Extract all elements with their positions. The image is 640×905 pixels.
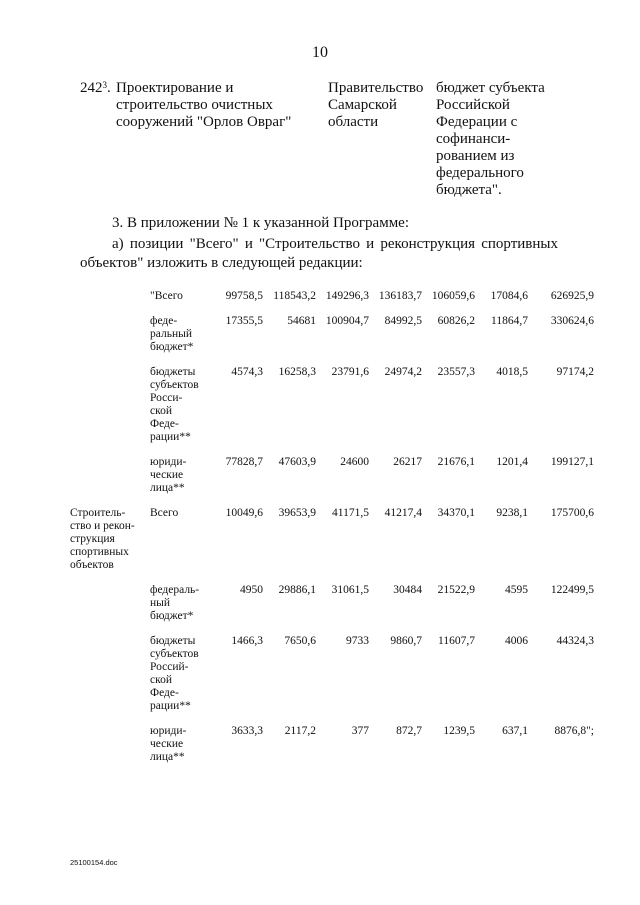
- value-cell: 41217,4: [384, 507, 422, 519]
- value-cell: 4574,3: [231, 366, 263, 378]
- value-cell: 1201,4: [496, 456, 528, 468]
- row-spacer: [70, 623, 594, 635]
- value-cell: 16258,3: [278, 366, 316, 378]
- value-cell: 39653,9: [278, 507, 316, 519]
- value-cell: 31061,5: [331, 584, 369, 596]
- paragraph-3: 3. В приложении № 1 к указанной Программе:: [112, 215, 410, 231]
- row-category: бюджеты субъектов Росси- ской Феде- рации**: [150, 366, 199, 443]
- footer-filename: 25100154.doc: [70, 858, 118, 867]
- value-cell: 17084,6: [490, 290, 528, 302]
- table-row: [70, 635, 594, 713]
- value-cell: 21522,9: [437, 584, 475, 596]
- value-cell: 330624,6: [550, 315, 594, 327]
- value-cell: 97174,2: [556, 366, 594, 378]
- section-label-empty: [70, 635, 146, 713]
- value-cell: 106059,6: [431, 290, 475, 302]
- row-spacer-cell: [70, 444, 594, 456]
- table-row: [70, 725, 594, 764]
- value-cell: 54681: [287, 315, 316, 327]
- table-row: [70, 584, 594, 623]
- table-row: [70, 507, 594, 572]
- value-cell: 9733: [346, 635, 369, 647]
- table-row: [70, 315, 594, 354]
- value-cell: 21676,1: [437, 456, 475, 468]
- value-cell: 24600: [340, 456, 369, 468]
- item-title: Проектирование и строительство очистных сооружений "Орлов Овраг": [116, 80, 292, 130]
- value-cell: 3633,3: [231, 725, 263, 737]
- value-cell: 11864,7: [491, 315, 528, 327]
- value-cell: 9238,1: [496, 507, 528, 519]
- value-cell: 1239,5: [443, 725, 475, 737]
- section-label-empty: [70, 584, 146, 623]
- item-number-main: 242: [80, 80, 103, 96]
- row-spacer-cell: [70, 495, 594, 507]
- value-cell: 44324,3: [556, 635, 594, 647]
- value-cell: 60826,2: [437, 315, 475, 327]
- value-cell: 8876,8";: [554, 725, 594, 737]
- row-spacer-cell: [70, 572, 594, 584]
- section-label: [70, 290, 146, 303]
- row-spacer: [70, 354, 594, 366]
- row-category: бюджеты субъектов Россий- ской Феде- рации**: [150, 635, 199, 712]
- value-cell: 136183,7: [378, 290, 422, 302]
- row-spacer-cell: [70, 764, 594, 776]
- value-cell: 149296,3: [325, 290, 369, 302]
- item-source: бюджет субъекта Российской Федерации с софинанси- рованием из федерального бюджета".: [436, 80, 545, 198]
- value-cell: 23557,3: [437, 366, 475, 378]
- value-cell: 872,7: [396, 725, 422, 737]
- row-spacer: [70, 444, 594, 456]
- paragraph-3a-continued: объектов" изложить в следующей редакции:: [80, 255, 363, 271]
- item-number-suffix: .: [107, 80, 111, 96]
- table-row: [70, 366, 594, 444]
- value-cell: 26217: [393, 456, 422, 468]
- value-cell: 9860,7: [390, 635, 422, 647]
- value-cell: 99758,5: [225, 290, 263, 302]
- value-cell: 41171,5: [332, 507, 369, 519]
- value-cell: 1466,3: [231, 635, 263, 647]
- value-cell: 4006: [505, 635, 528, 647]
- value-cell: 10049,6: [225, 507, 263, 519]
- value-cell: 175700,6: [550, 507, 594, 519]
- row-category: юриди- ческие лица**: [150, 725, 187, 763]
- value-cell: 118543,2: [273, 290, 316, 302]
- item-number-sup: 3: [102, 80, 107, 90]
- value-cell: 4595: [505, 584, 528, 596]
- row-category: федераль- ный бюджет*: [150, 584, 200, 622]
- row-spacer: [70, 713, 594, 725]
- row-spacer: [70, 495, 594, 507]
- value-cell: 17355,5: [225, 315, 263, 327]
- section-label-empty: [70, 366, 146, 444]
- table-row: [70, 290, 594, 303]
- row-spacer-cell: [70, 354, 594, 366]
- value-cell: 30484: [393, 584, 422, 596]
- value-cell: 47603,9: [278, 456, 316, 468]
- row-spacer-cell: [70, 713, 594, 725]
- value-cell: 2117,2: [284, 725, 316, 737]
- row-category: феде- ральный бюджет*: [150, 315, 194, 353]
- section-label-empty: [70, 456, 146, 495]
- value-cell: 637,1: [502, 725, 528, 737]
- section-label-empty: [70, 315, 146, 354]
- row-spacer-cell: [70, 303, 594, 315]
- row-spacer: [70, 764, 594, 776]
- value-cell: 23791,6: [331, 366, 369, 378]
- value-cell: 199127,1: [550, 456, 594, 468]
- budget-table: [70, 290, 594, 776]
- row-spacer: [70, 303, 594, 315]
- value-cell: 100904,7: [325, 315, 369, 327]
- value-cell: 4950: [240, 584, 263, 596]
- table-row: [70, 456, 594, 495]
- section-label-empty: [70, 725, 146, 764]
- value-cell: 11607,7: [438, 635, 475, 647]
- value-cell: 84992,5: [384, 315, 422, 327]
- value-cell: 122499,5: [550, 584, 594, 596]
- value-cell: 377: [351, 725, 369, 737]
- row-spacer-cell: [70, 623, 594, 635]
- row-category: юриди- ческие лица**: [150, 456, 187, 494]
- paragraph-3a: а) позиции "Всего" и "Строительство и реконструкция спортивных: [112, 236, 558, 252]
- item-number: [80, 80, 116, 97]
- row-spacer: [70, 572, 594, 584]
- row-category: Всего: [150, 507, 179, 519]
- value-cell: 626925,9: [550, 290, 594, 302]
- value-cell: 24974,2: [384, 366, 422, 378]
- value-cell: 29886,1: [278, 584, 316, 596]
- section-label: Строитель- ство и рекон- струкция спортивных объектов: [70, 507, 135, 571]
- row-category: "Всего: [150, 290, 183, 302]
- page-number: 10: [312, 44, 328, 61]
- value-cell: 77828,7: [225, 456, 263, 468]
- value-cell: 34370,1: [437, 507, 475, 519]
- item-executor: Правительство Самарской области: [328, 80, 424, 130]
- value-cell: 4018,5: [496, 366, 528, 378]
- value-cell: 7650,6: [284, 635, 316, 647]
